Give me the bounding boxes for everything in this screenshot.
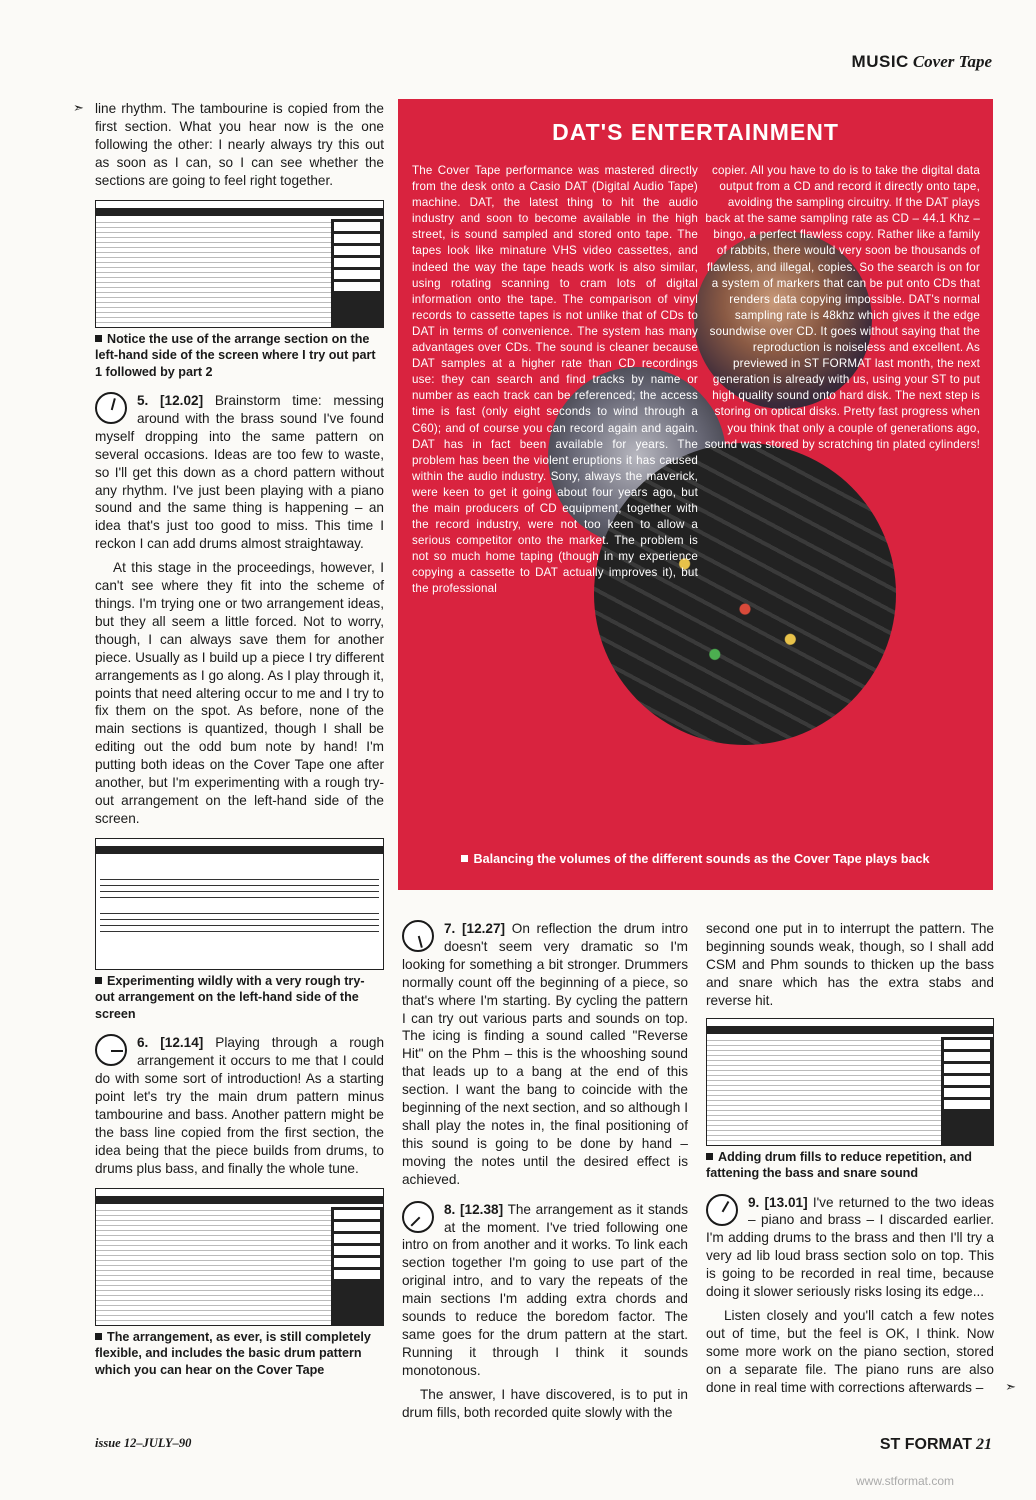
page-number: 21 [976, 1436, 992, 1453]
caption-3: The arrangement, as ever, is still completely flexible, and includes the basic drum pattern which you can hear on the Cover Tape [95, 1329, 371, 1377]
subsection-title: Cover Tape [912, 52, 992, 71]
screenshot-fills [706, 1018, 994, 1146]
page-footer [880, 1436, 992, 1454]
right-column [706, 920, 1016, 1403]
middle-column [402, 920, 688, 1427]
step8-time: 8. [12.38] [444, 1201, 504, 1217]
dat-boxout [398, 99, 993, 890]
boxout-column-2 [704, 163, 980, 453]
step5-text: Brainstorm time: messing around with the brass sound I've found myself dropping into the same pattern on several occasions. Ideas are too few to waste, so I'll get this down as a chord pattern without any rhythm. I've just been playing with a piano sound and the same thing is happening – an idea that's just too good to miss. This time I reckon I can add drums almost straightaway. [95, 393, 384, 552]
para2: At this stage in the proceedings, however, I can't see where they fit into the scheme of things. I'm trying one or two arrangement ideas, but they all seem a little forced. Not to worry, though, I can always save them for another piece. Usually as I build up a piece I try different arrangements as I go along. As I play through it, points that need altering occur to me and I try to fix them on the spot. As before, none of the main sections is quantized, though I shall be editing out the odd bum note by hand! I'm putting both ideas on the Cover Tape one after another, but I'm experimenting with a rough try-out arrangement on the left-hand side of the screen. [95, 560, 384, 826]
section-title: MUSIC [851, 52, 909, 71]
step6-time: 6. [12.14] [137, 1035, 204, 1051]
continue-arrow-icon: ➣ [73, 101, 84, 116]
continue-arrow-icon: ➣ [1005, 1379, 1016, 1395]
clock-icon [402, 1201, 434, 1233]
boxout-text-1: The Cover Tape performance was mastered directly from the desk onto a Casio DAT (Digital Audio Tape) machine. DAT, the latest thing to hit the audio industry and soon to become available in the high street, is sound sampled and stored onto tape. The tapes look like minature VHS video cassettes, and indeed the way the tape heads work is also similar, using rotating scanning to cram lots of digital information onto the tape. The comparison of vinyl records to cassette tapes is not unlike that of CDs to DAT in terms of convenience. The system has many advantages over CDs. The sound is cleaner because DAT samples at a higher rate than CD recordings use: they can search and find tracks by name or number as each track can be referenced; the access time is fast (only eight seconds to wind through a C60); and of course you can record again and again. DAT has in fact been available for years. The problem has been the violent eruptions it has caused within the audio industry. Sony, always the maverick, were keen to get it going about four years ago, but the main producers of CD equipment, together with the record industry, were not too keen to allow a serious competitor onto the market. The problem is not so much home taping (though in my experience copying a cassette to DAT actually improves it), but the professional [412, 164, 698, 596]
caption-2: Experimenting wildly with a very rough try-out arrangement on the left-hand side of the screen [95, 973, 365, 1021]
clock-icon [95, 392, 127, 424]
step9-text: I've returned to the two ideas – piano and brass – I discarded earlier. I'm adding drums to the brass and then I'll try a very ad lib loud brass section solo on top. This is going to be recorded in real time, because doing it slower seriously risks losing its edge... [706, 1194, 995, 1300]
step7-time: 7. [12.27] [444, 921, 506, 936]
step7-text: On reflection the drum intro doesn't seem very dramatic so I'm looking for something a bit stronger. Drummers normally count off the beginning of a piece, so that's where I'm starting. By cycling the pattern I can try out various parts and sounds on top. The icing is finding a sound called "Reverse Hit" on the Phm – this is the whooshing sound that leads up to a bang at the end of this section. I want the bang to coincide with the beginning of the next section, and so although I shall play the notes in, the final positioning of this sound is going to be done by hand – moving the notes until the desired effect is achieved. [402, 921, 689, 1187]
intro-text: line rhythm. The tambourine is copied from the first section. What you hear now is the one following the other: I nearly always try this out as soon as I can, so I can see whether the sections are going to feel right together. [95, 101, 384, 188]
right-para: Listen closely and you'll catch a few notes out of time, but the feel is OK, I think. Now some more work on the piano section, stored on a separate file. The piano runs are also done in real time with corrections afterwards – [706, 1307, 994, 1395]
watermark-url: www.stformat.com [855, 1474, 954, 1488]
screenshot-score [95, 838, 384, 970]
issue-date: issue 12–JULY–90 [95, 1436, 192, 1450]
clock-icon [402, 920, 434, 952]
mid-para: The answer, I have discovered, is to put in drum fills, both recorded quite slowly with the [402, 1386, 688, 1420]
screenshot-drums [95, 1188, 384, 1326]
clock-icon [95, 1034, 127, 1066]
right-intro: second one put in to interrupt the pattern. The beginning sounds weak, though, so I shall add CSM and Phm sounds to thicken up the bass and snare which has the extra stabs and reverse hit. [706, 921, 994, 1008]
step6-text: Playing through a rough arrangement it occurs to me that I could do with some sort of introduction! As a starting point let's try the main drum pattern minus tambourine and bass. Another pattern might be the bass line copied from the first section, the idea being that the piece builds from drums, to drums plus bass, and finally the whole tune. [95, 1035, 385, 1176]
boxout-title: DAT'S ENTERTAINMENT [552, 119, 839, 145]
step5-time: 5. [12.02] [137, 393, 204, 409]
magazine-name: ST FORMAT [879, 1436, 972, 1453]
boxout-caption: Balancing the volumes of the different sounds as the Cover Tape plays back [398, 851, 993, 868]
page-header [852, 52, 992, 72]
screenshot-arrange [95, 200, 384, 328]
left-column [73, 100, 385, 1390]
clock-icon [706, 1194, 738, 1226]
boxout-text-2: copier. All you have to do is to take the digital data output from a CD and record it directly onto tape, avoiding the sampling circuitry. If the DAT plays back at the same sampling rate as CD – 44.1 Khz – bingo, a perfect flawless copy. Rather like a family of rabbits, there would very soon be thousands of flawless, and illegal, copies. So the search is on for a system of markers that can be put onto CDs that renders data copying impossible. DAT's normal sampling rate is 48khz which gives it the edge soundwise over CD. It goes without saying that the reproduction is noiseless and excellent. As previewed in ST FORMAT last month, the next generation is already with us, using your ST to put high quality sound onto hard disk. The next step is storing on optical disks. Pretty fast progress when you think that only a couple of generations ago, sound was stored by scratching tin plated cylinders! [704, 164, 980, 451]
step9-time: 9. [13.01] [748, 1194, 808, 1210]
caption-1: Notice the use of the arrange section on the left-hand side of the screen where I try out part 1 followed by part 2 [95, 331, 376, 379]
caption-4: Adding drum fills to reduce repetition, and fattening the bass and snare sound [706, 1149, 972, 1181]
boxout-column-1 [412, 163, 698, 598]
step8-text: The arrangement as it stands at the moment. I've tried following one intro on from another and it works. To link each section together I'm going to use part of the original intro, and to vary the repeats of the main sections I'm adding extra chords and sounds to reduce the boredom factor. The same goes for the drum pattern at the start. Running it through I think it sounds monotonous. [402, 1201, 689, 1378]
